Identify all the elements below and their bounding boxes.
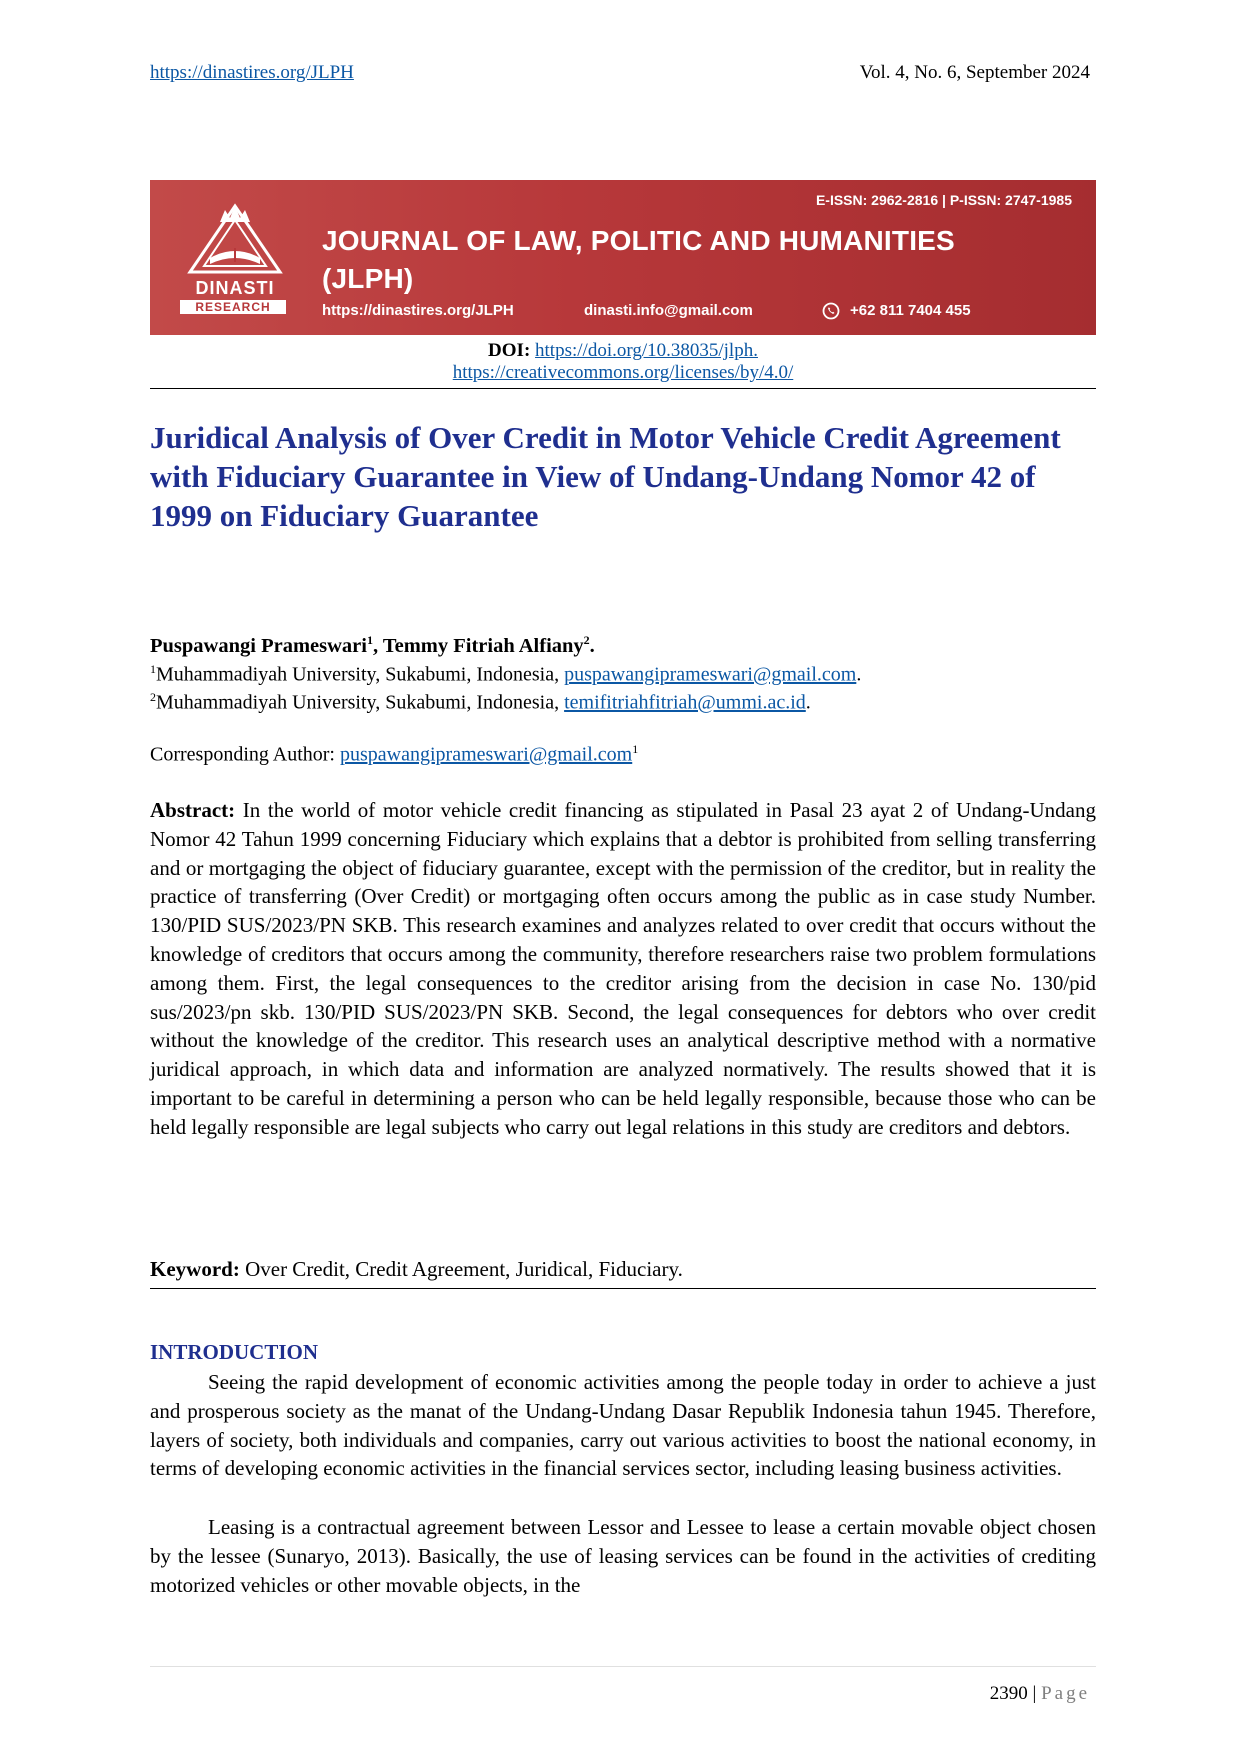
paragraph: Seeing the rapid development of economic activities among the people today in order to achieve a just and prosperous society as the manat of the Undang-Undang Dasar Republik Indonesia tahun 1945. Therefore, layers of society, both individuals and companies, carry out various activities to boost the national economy, in terms of developing economic activities in the financial services sector, including leasing business activities.: [150, 1370, 1096, 1481]
doi-label: DOI:: [488, 340, 531, 361]
aff-text: Muhammadiyah University, Sukabumi, Indonesia,: [156, 691, 565, 714]
journal-title-line1: JOURNAL OF LAW, POLITIC AND HUMANITIES: [322, 225, 955, 256]
banner-email: dinasti.info@gmail.com: [584, 302, 753, 319]
keyword-text: Over Credit, Credit Agreement, Juridical, Fiduciary.: [245, 1257, 683, 1281]
page-word: Page: [1041, 1683, 1090, 1704]
aff-period: .: [856, 663, 862, 686]
page-number-value: 2390: [989, 1683, 1028, 1704]
author-sup: 2: [583, 633, 590, 647]
corr-sup: 1: [632, 742, 639, 756]
journal-title-line2: (JLPH): [322, 263, 414, 294]
paragraph: Leasing is a contractual agreement between Lessor and Lessee to lease a certain movable object chosen by the lessee (Sunaryo, 2013). Basically, the use of leasing services can be found in the activities of crediting motorized vehicles or other movable objects, in the: [150, 1515, 1096, 1597]
author-end: .: [589, 634, 595, 657]
corr-email-link[interactable]: puspawangiprameswari@gmail.com: [340, 743, 633, 766]
corresponding-author: [150, 742, 638, 767]
author-name: Temmy Fitriah Alfiany: [382, 634, 584, 657]
affiliation-2: [150, 690, 811, 715]
page-number: [990, 1683, 1090, 1705]
divider: [150, 1288, 1096, 1289]
banner-phone: +62 811 7404 455: [850, 302, 971, 319]
logo-brand-text: DINASTI: [195, 278, 275, 298]
corr-label: Corresponding Author:: [150, 743, 340, 766]
doi-link[interactable]: https://doi.org/10.38035/jlph.: [535, 340, 758, 361]
dinasti-research-logo: [180, 200, 300, 320]
journal-url-link[interactable]: https://dinastires.org/JLPH: [150, 62, 354, 83]
aff-sup: 1: [150, 662, 156, 676]
affiliation-1: [150, 662, 861, 687]
license-link[interactable]: https://creativecommons.org/licenses/by/4.0/: [452, 362, 794, 383]
banner-site: https://dinastires.org/JLPH: [322, 302, 514, 319]
abstract-label: Abstract:: [150, 798, 236, 822]
page-sep: |: [1027, 1683, 1042, 1704]
journal-title: [322, 222, 955, 298]
divider: [150, 388, 1096, 389]
issn-text: E-ISSN: 2962-2816 | P-ISSN: 2747-1985: [815, 192, 1072, 208]
aff-period: .: [805, 691, 811, 714]
aff-email-link[interactable]: puspawangiprameswari@gmail.com: [564, 663, 857, 686]
abstract: [150, 796, 1096, 1142]
crown-book-icon: [180, 200, 290, 280]
doi-line: [150, 340, 1096, 362]
license-line: [150, 362, 1096, 384]
aff-text: Muhammadiyah University, Sukabumi, Indonesia,: [156, 663, 565, 686]
footer-divider: [150, 1666, 1096, 1667]
author-name: Puspawangi Prameswari: [150, 634, 367, 657]
whatsapp-icon: [822, 302, 840, 321]
author-list: [150, 633, 595, 658]
journal-banner: [150, 180, 1096, 335]
logo-brand-subtext: RESEARCH: [180, 300, 286, 314]
aff-sup: 2: [150, 690, 156, 704]
keywords: [150, 1257, 683, 1282]
author-separator: ,: [372, 634, 383, 657]
abstract-text: In the world of motor vehicle credit financing as stipulated in Pasal 23 ayat 2 of Undang-Undang Nomor 42 Tahun 1999 concerning Fiduciary which explains that a debtor is prohibited from selling transferring and or mortgaging the object of fiduciary guarantee, except with the permission of the creditor, but in reality the practice of transferring (Over Credit) or mortgaging often occurs among the public as in case study Number. 130/PID SUS/2023/PN SKB. This research examines and analyzes related to over credit that occurs without the knowledge of creditors that occurs among the community, therefore researchers raise two problem formulations among them. First, the legal consequences to the creditor arising from the decision in case No. 130/pid sus/2023/pn skb. 130/PID SUS/2023/PN SKB. Second, the legal consequences for debtors who over credit without the knowledge of the creditor. This research uses an analytical descriptive method with a normative juridical approach, in which data and information are analyzed normatively. The results showed that it is important to be careful in determining a person who can be held legally responsible, because those who can be held legally responsible are legal subjects who carry out legal relations in this study are creditors and debtors.: [150, 798, 1096, 1139]
author-sup: 1: [366, 633, 373, 647]
section-heading: INTRODUCTION: [150, 1340, 319, 1364]
volume-info: Vol. 4, No. 6, September 2024: [859, 62, 1090, 83]
aff-email-link[interactable]: temifitriahfitriah@ummi.ac.id: [564, 691, 806, 714]
paper-title: Juridical Analysis of Over Credit in Motor Vehicle Credit Agreement with Fiduciary Guarantee in View of Undang-Undang Nomor 42 of 1999 on Fiduciary Guarantee: [150, 420, 1061, 533]
keyword-label: Keyword:: [150, 1257, 240, 1281]
